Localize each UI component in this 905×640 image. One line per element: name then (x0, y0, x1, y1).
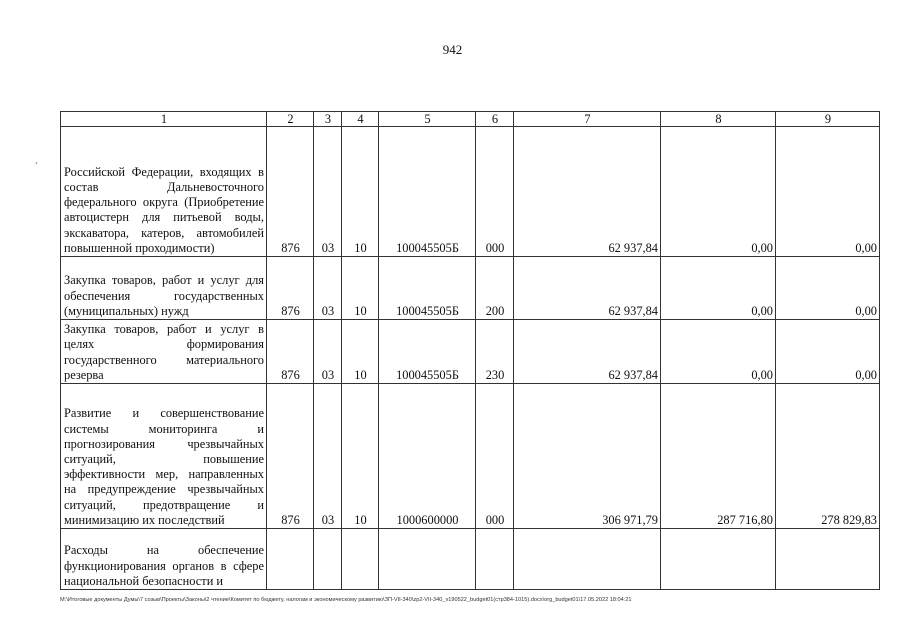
col-header: 9 (776, 112, 880, 127)
cell-subsection: 10 (342, 127, 379, 257)
cell-expense-type (476, 529, 514, 590)
col-header: 8 (661, 112, 776, 127)
cell-ministry: 876 (267, 384, 314, 529)
cell-ministry: 876 (267, 257, 314, 320)
table-row (61, 257, 880, 320)
col-header: 3 (314, 112, 342, 127)
table-row (61, 320, 880, 384)
cell-subsection: 10 (342, 320, 379, 384)
cell-target-article: 100045505Б (379, 257, 476, 320)
cell-section: 03 (314, 320, 342, 384)
col-header: 6 (476, 112, 514, 127)
cell-expense-type: 000 (476, 127, 514, 257)
cell-section: 03 (314, 384, 342, 529)
cell-ministry: 876 (267, 320, 314, 384)
cell-subsection: 10 (342, 384, 379, 529)
row-name: Расходы на обеспечение функционирования органов в сфере национальной безопасности и (61, 529, 267, 590)
cell-target-article (379, 529, 476, 590)
col-header: 4 (342, 112, 379, 127)
cell-section: 03 (314, 127, 342, 257)
budget-table (60, 111, 880, 590)
cell-expense-type: 230 (476, 320, 514, 384)
cell-amount-3: 278 829,83 (776, 384, 880, 529)
row-name: Закупка товаров, работ и услуг для обеспечения государственных (муниципальных) нужд (61, 257, 267, 320)
cell-amount-2 (661, 529, 776, 590)
cell-ministry: 876 (267, 127, 314, 257)
cell-ministry (267, 529, 314, 590)
cell-amount-3: 0,00 (776, 257, 880, 320)
page-number: 942 (442, 42, 463, 57)
row-name: Развитие и совершенствование системы мониторинга и прогнозирования чрезвычайных ситуаций, повышение эффективности мер, направленных на предупреждение чрезвычайных ситуаций, предотвращение и минимизацию их последствий (61, 384, 267, 529)
cell-expense-type: 000 (476, 384, 514, 529)
cell-section: 03 (314, 257, 342, 320)
cell-amount-1: 62 937,84 (514, 320, 661, 384)
col-header: 1 (61, 112, 267, 127)
header-row (61, 112, 880, 127)
cell-amount-2: 0,00 (661, 127, 776, 257)
table-row (61, 127, 880, 257)
cell-amount-2: 0,00 (661, 257, 776, 320)
cell-target-article: 100045505Б (379, 320, 476, 384)
file-path-footer: M:\Итоговые документы Думы\7 созыв\Проекты\Законы\2 чтение\Комитет по бюджету, налогам и экономическому развитию\ЗП-VII-340\zp2-VII-340_v190522_budget01(стр384-1015).docx\org_budget01\17.05.2022 18:04:21 (60, 597, 632, 603)
cell-amount-1: 62 937,84 (514, 257, 661, 320)
cell-section (314, 529, 342, 590)
cell-amount-3: 0,00 (776, 320, 880, 384)
cell-amount-2: 287 716,80 (661, 384, 776, 529)
cell-subsection: 10 (342, 257, 379, 320)
cell-expense-type: 200 (476, 257, 514, 320)
cell-subsection (342, 529, 379, 590)
cell-target-article: 1000600000 (379, 384, 476, 529)
stray-mark: ` (35, 161, 38, 171)
table-row (61, 384, 880, 529)
row-name: Российской Федерации, входящих в состав Дальневосточного федерального округа (Приобретение автоцистерн для питьевой воды, экскаватора, катеров, автомобилей повышенной проходимости) (61, 127, 267, 257)
cell-amount-2: 0,00 (661, 320, 776, 384)
row-name: Закупка товаров, работ и услуг в целях формирования государственного материального резерва (61, 320, 267, 384)
cell-target-article: 100045505Б (379, 127, 476, 257)
col-header: 5 (379, 112, 476, 127)
cell-amount-3: 0,00 (776, 127, 880, 257)
cell-amount-1: 62 937,84 (514, 127, 661, 257)
col-header: 7 (514, 112, 661, 127)
cell-amount-3 (776, 529, 880, 590)
col-header: 2 (267, 112, 314, 127)
cell-amount-1 (514, 529, 661, 590)
table-row (61, 529, 880, 590)
cell-amount-1: 306 971,79 (514, 384, 661, 529)
